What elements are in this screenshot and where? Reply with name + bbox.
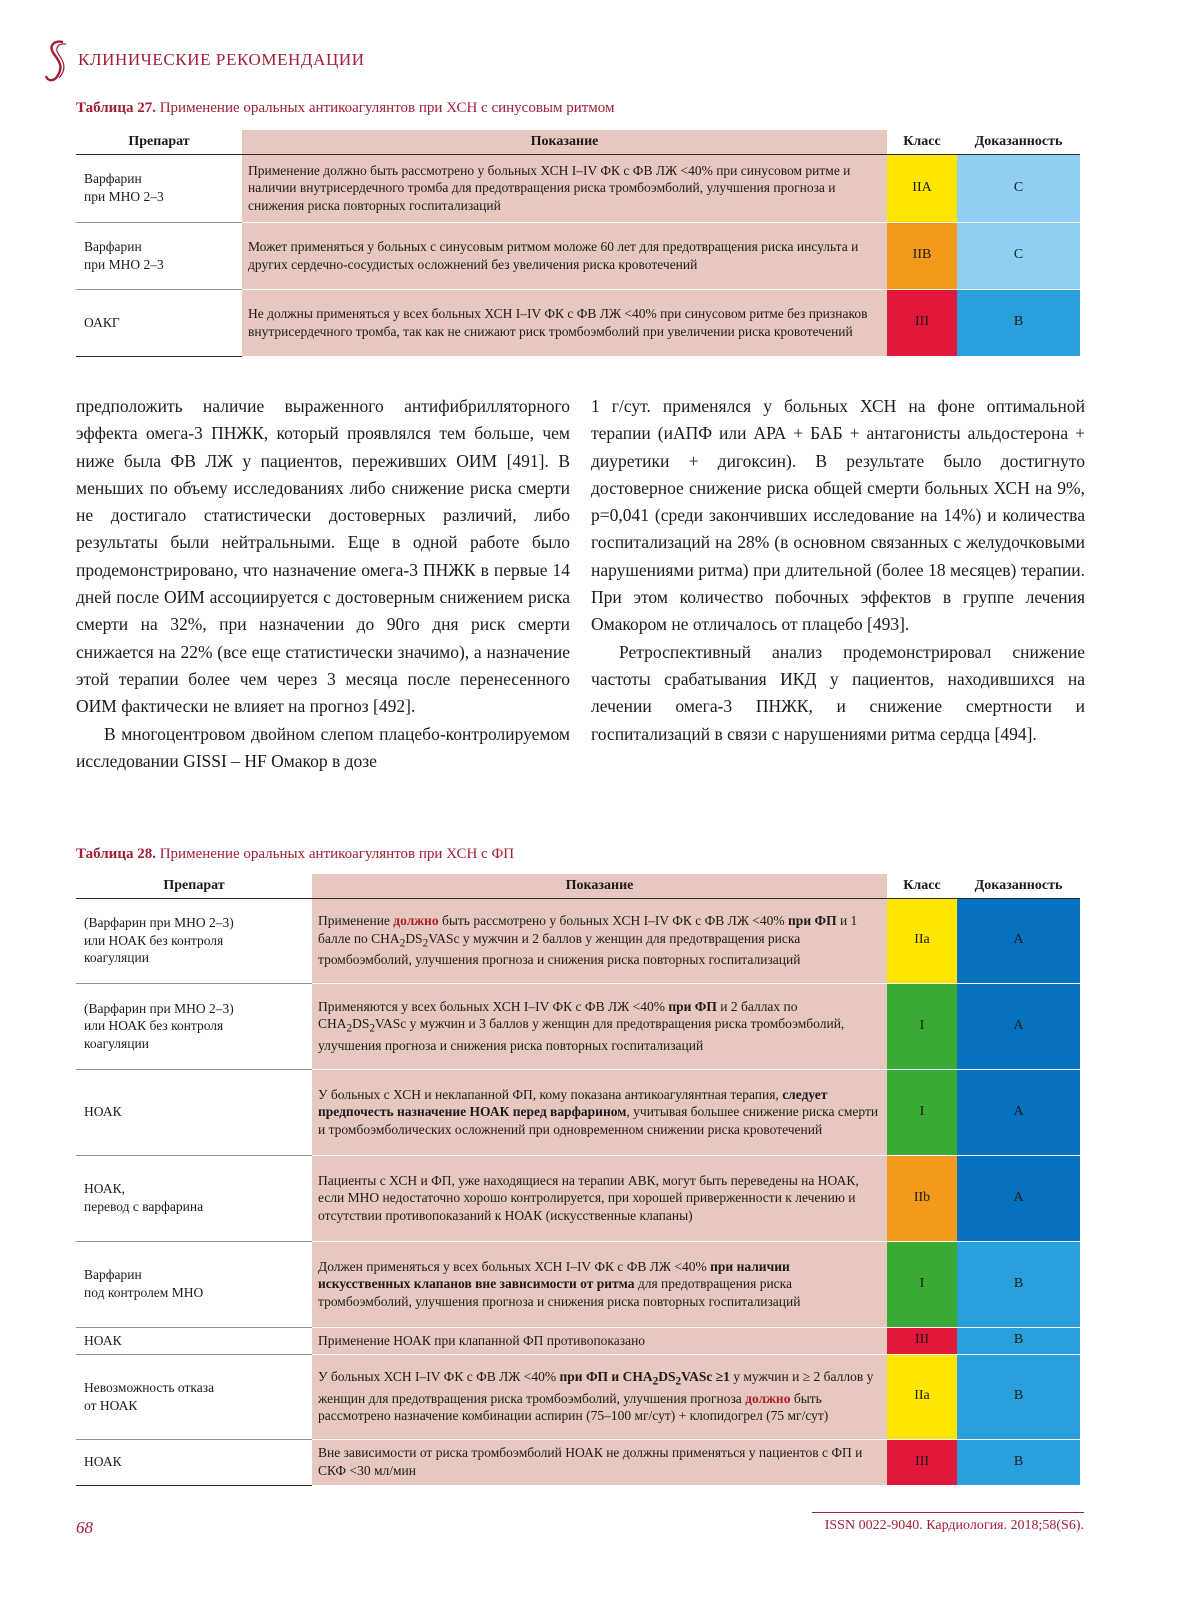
table-row xyxy=(76,1327,1080,1354)
class-cell: IIa xyxy=(887,1354,957,1439)
drug-cell xyxy=(76,898,312,983)
table28 xyxy=(76,874,1080,1486)
drug-line: от НОАК xyxy=(84,1397,138,1413)
evidence-cell: A xyxy=(957,898,1080,983)
evidence-cell: B xyxy=(957,1327,1080,1354)
evidence-cell: B xyxy=(957,1354,1080,1439)
indication-cell: Может применяться у больных с синусовым ритмом моложе 60 лет для предотвращения риска инсульта и других сердечно-сосудистых осложнений без увеличения риска кровотечений xyxy=(242,222,887,289)
indication-cell: Применение должно быть рассмотрено у больных ХСН I–IV ФК с ФВ ЛЖ <40% при синусовом ритме и наличии внутрисердечного тромба для предотвращения риска тромбоэмболий, улучшения прогноза и снижения риска повторных госпитализаций xyxy=(242,154,887,222)
table-row xyxy=(76,1155,1080,1241)
class-cell: IIa xyxy=(887,898,957,983)
indication-emphasis: при ФП xyxy=(788,913,837,929)
indication-text: и 1 балле по CHA xyxy=(318,913,858,946)
class-cell: IIA xyxy=(887,154,957,222)
drug-cell xyxy=(76,1354,312,1439)
table-row xyxy=(76,1069,1080,1155)
indication-emphasis: DS xyxy=(658,1369,676,1385)
evidence-cell: C xyxy=(957,222,1080,289)
indication-text: быть рассмотрено назначение комбинации аспирин (75–100 мг/сут) + клопидогрел (75 мг/сут) xyxy=(318,1390,829,1424)
drug-line: (Варфарин при МНО 2–3) xyxy=(84,915,234,931)
drug-line: Варфарин xyxy=(84,238,142,254)
drug-line: НОАК, xyxy=(84,1181,125,1197)
table-row xyxy=(76,222,1080,289)
drug-line: Варфарин xyxy=(84,171,142,187)
indication-text: DS xyxy=(405,930,423,946)
paragraph: Ретроспективный анализ продемонстрировал снижение частоты срабатывания ИКД у пациентов, находившихся на лечении омега-3 ПНЖК, и снижение смертности и госпитализаций в связи с нарушениями ритма сердца [494]. xyxy=(591,641,1085,744)
body-column-right xyxy=(591,393,1085,748)
table-row xyxy=(76,898,1080,983)
indication-text: У больных ХСН I–IV ФК с ФВ ЛЖ <40% xyxy=(318,1369,560,1385)
journal-logo-icon xyxy=(42,38,72,82)
drug-cell: НОАК xyxy=(76,1069,312,1155)
table28-header-indication: Показание xyxy=(312,874,887,898)
indication-text: быть рассмотрено у больных ХСН I–IV ФК с ФВ ЛЖ <40% xyxy=(438,913,789,929)
drug-line: под контролем МНО xyxy=(84,1285,204,1300)
indication-cell: Вне зависимости от риска тромбоэмболий НОАК не должны применяться у пациентов с ФП и СКФ <30 мл/мин xyxy=(312,1439,887,1485)
indication-cell xyxy=(312,1241,887,1327)
indication-emphasis: следует предпочесть назначение НОАК перед варфарином xyxy=(318,1086,828,1120)
indication-emphasis: VASc ≥1 xyxy=(681,1369,730,1385)
indication-text: Применяются у всех больных ХСН I–IV ФК с ФВ ЛЖ <40% xyxy=(318,998,669,1014)
class-cell: I xyxy=(887,1069,957,1155)
indication-text: у мужчин и ≥ 2 баллов у женщин для предотвращения риска тромбоэмболий, улучшения прогноза xyxy=(318,1369,874,1406)
paragraph: В многоцентровом двойном слепом плацебо-контролируемом исследовании GISSI – HF Омакор в дозе xyxy=(76,723,570,771)
table-row xyxy=(76,289,1080,356)
indication-emphasis: при ФП xyxy=(668,998,717,1014)
drug-cell xyxy=(76,1155,312,1241)
indication-text: VASc у мужчин и 2 баллов у женщин для предотвращения риска тромбоэмболий, улучшения прогноза и снижения риска повторных госпитализаций xyxy=(318,930,801,968)
drug-line: (Варфарин при МНО 2–3) xyxy=(84,1000,234,1016)
drug-line: при МНО 2–3 xyxy=(84,256,164,272)
table28-header-drug: Препарат xyxy=(76,874,312,898)
drug-cell xyxy=(76,1241,312,1327)
table-row xyxy=(76,1439,1080,1485)
body-column-left xyxy=(76,393,570,775)
table28-header-evidence: Доказанность xyxy=(957,874,1080,898)
table-row xyxy=(76,154,1080,222)
drug-line: или НОАК без контроля xyxy=(84,932,224,948)
indication-emphasis: должно xyxy=(393,913,439,929)
indication-text: VASc у мужчин и 3 баллов у женщин для предотвращения риска тромбоэмболий, улучшения прогноза и снижения риска повторных госпитализаций xyxy=(318,1016,845,1053)
drug-line: Варфарин xyxy=(84,1267,142,1283)
table28-header-class: Класс xyxy=(887,874,957,898)
table27-caption xyxy=(76,100,615,117)
indication-cell: Не должны применяться у всех больных ХСН I–IV ФК с ФВ ЛЖ <40% при синусовом ритме без признаков внутрисердечного тромба, так как не снижают риск тромбоэмболий при увеличении риска кровотечений xyxy=(242,289,887,356)
indication-text: У больных с ХСН и неклапанной ФП, кому показана антикоагулянтная терапия, xyxy=(318,1086,783,1102)
section-title: КЛИНИЧЕСКИЕ РЕКОМЕНДАЦИИ xyxy=(78,50,365,69)
class-cell: IIB xyxy=(887,222,957,289)
class-cell: III xyxy=(887,289,957,356)
drug-line: перевод с варфарина xyxy=(84,1199,204,1214)
subscript: 2 xyxy=(422,937,429,950)
footer-divider xyxy=(812,1512,1084,1513)
drug-line: коагуляции xyxy=(84,950,149,966)
class-cell: I xyxy=(887,1241,957,1327)
drug-line: Невозможность отказа xyxy=(84,1379,215,1395)
subscript: 2 xyxy=(652,1375,659,1388)
table28-caption-text: Применение оральных антикоагулянтов при ХСН с ФП xyxy=(155,846,515,862)
subscript: 2 xyxy=(346,1023,353,1036)
drug-cell: НОАК xyxy=(76,1439,312,1485)
table-row xyxy=(76,983,1080,1069)
drug-cell xyxy=(76,222,242,289)
page-header xyxy=(42,38,365,82)
indication-emphasis: при ФП и CHA xyxy=(559,1369,653,1385)
class-cell: I xyxy=(887,983,957,1069)
table-row xyxy=(76,1354,1080,1439)
journal-citation: ISSN 0022-9040. Кардиология. 2018;58(S6). xyxy=(824,1518,1084,1533)
drug-cell: ОАКГ xyxy=(76,289,242,356)
subscript: 2 xyxy=(399,937,406,950)
table27-header-indication: Показание xyxy=(242,130,887,154)
paragraph: предположить наличие выраженного антифибрилляторного эффекта омега-3 ПНЖК, который проявлялся тем больше, чем ниже была ФВ ЛЖ у пациентов, переживших ОИМ [491]. В меньших по объему исследованиях либо снижение риска смерти не достигало статистически достоверных различий, либо результаты были нейтральными. Еще в одной работе было продемонстрировано, что назначение омега-3 ПНЖК в первые 14 дней после ОИМ ассоциируется с достоверным снижением риска смерти на 32%, при назначении до 90го дня риск смерти снижается на 22% (все еще статистически значимо), а назначение этой терапии более чем через 3 месяца после перенесенного ОИМ фактически не влияет на прогноз [492]. xyxy=(76,396,570,717)
evidence-cell: B xyxy=(957,1241,1080,1327)
indication-text: Применение xyxy=(318,913,394,929)
drug-cell: НОАК xyxy=(76,1327,312,1354)
drug-line: коагуляции xyxy=(84,1035,149,1051)
table27-header-evidence: Доказанность xyxy=(957,130,1080,154)
indication-text: DS xyxy=(352,1016,370,1032)
indication-cell xyxy=(312,1354,887,1439)
evidence-cell: A xyxy=(957,983,1080,1069)
class-cell: IIb xyxy=(887,1155,957,1241)
evidence-cell: B xyxy=(957,289,1080,356)
subscript: 2 xyxy=(675,1375,682,1388)
table27-caption-text: Применение оральных антикоагулянтов при ХСН с синусовым ритмом xyxy=(155,100,615,116)
table27-header-class: Класс xyxy=(887,130,957,154)
drug-line: при МНО 2–3 xyxy=(84,189,164,204)
evidence-cell: A xyxy=(957,1155,1080,1241)
table27 xyxy=(76,130,1080,357)
table27-header-drug: Препарат xyxy=(76,130,242,154)
indication-cell xyxy=(312,1069,887,1155)
indication-text: Должен применяться у всех больных ХСН I–IV ФК с ФВ ЛЖ <40% xyxy=(318,1258,711,1274)
table-row xyxy=(76,1241,1080,1327)
indication-emphasis: должно xyxy=(745,1390,791,1406)
table27-caption-number: Таблица 27. xyxy=(76,100,156,116)
indication-text: , учитывая большее снижение риска смерти и тромбоэмболических осложнений при одновременном снижении риска кровотечений xyxy=(318,1104,879,1137)
indication-cell xyxy=(312,898,887,983)
paragraph: 1 г/сут. применялся у больных ХСН на фоне оптимальной терапии (иАПФ или АРА + БАБ + антагонисты альдостерона + диуретики + дигоксин). В результате было достигнуто достоверное снижение риска общей смерти больных ХСН на 9%, p=0,041 (среди закончивших исследование на 14%) и количества госпитализаций на 28% (в основном связанных с желудочковыми нарушениями ритма) при длительной (более 18 месяцев) терапии. При этом количество побочных эффектов в группе лечения Омакором не отличалось от плацебо [493]. xyxy=(591,396,1085,635)
table28-caption xyxy=(76,846,514,863)
indication-emphasis: при наличии искусственных клапанов вне зависимости от ритма xyxy=(318,1258,790,1292)
page-number: 68 xyxy=(76,1518,93,1537)
drug-cell xyxy=(76,154,242,222)
class-cell: III xyxy=(887,1439,957,1485)
indication-text: и 2 баллах по CHA xyxy=(318,998,798,1032)
indication-text: для предотвращения риска тромбоэмболий, улучшения прогноза и снижения риска повторных госпитализаций xyxy=(318,1276,801,1309)
drug-cell xyxy=(76,983,312,1069)
evidence-cell: C xyxy=(957,154,1080,222)
indication-cell: Применение НОАК при клапанной ФП противопоказано xyxy=(312,1327,887,1354)
class-cell: III xyxy=(887,1327,957,1354)
evidence-cell: A xyxy=(957,1069,1080,1155)
subscript: 2 xyxy=(369,1023,376,1036)
drug-line: или НОАК без контроля xyxy=(84,1018,224,1034)
evidence-cell: B xyxy=(957,1439,1080,1485)
indication-cell: Пациенты с ХСН и ФП, уже находящиеся на терапии АВК, могут быть переведены на НОАК, если МНО недостаточно хорошо контролируется, при хорошей приверженности к лечению и отсутствии противопоказаний к НОАК (искусственные клапаны) xyxy=(312,1155,887,1241)
indication-cell xyxy=(312,983,887,1069)
table28-caption-number: Таблица 28. xyxy=(76,846,156,862)
